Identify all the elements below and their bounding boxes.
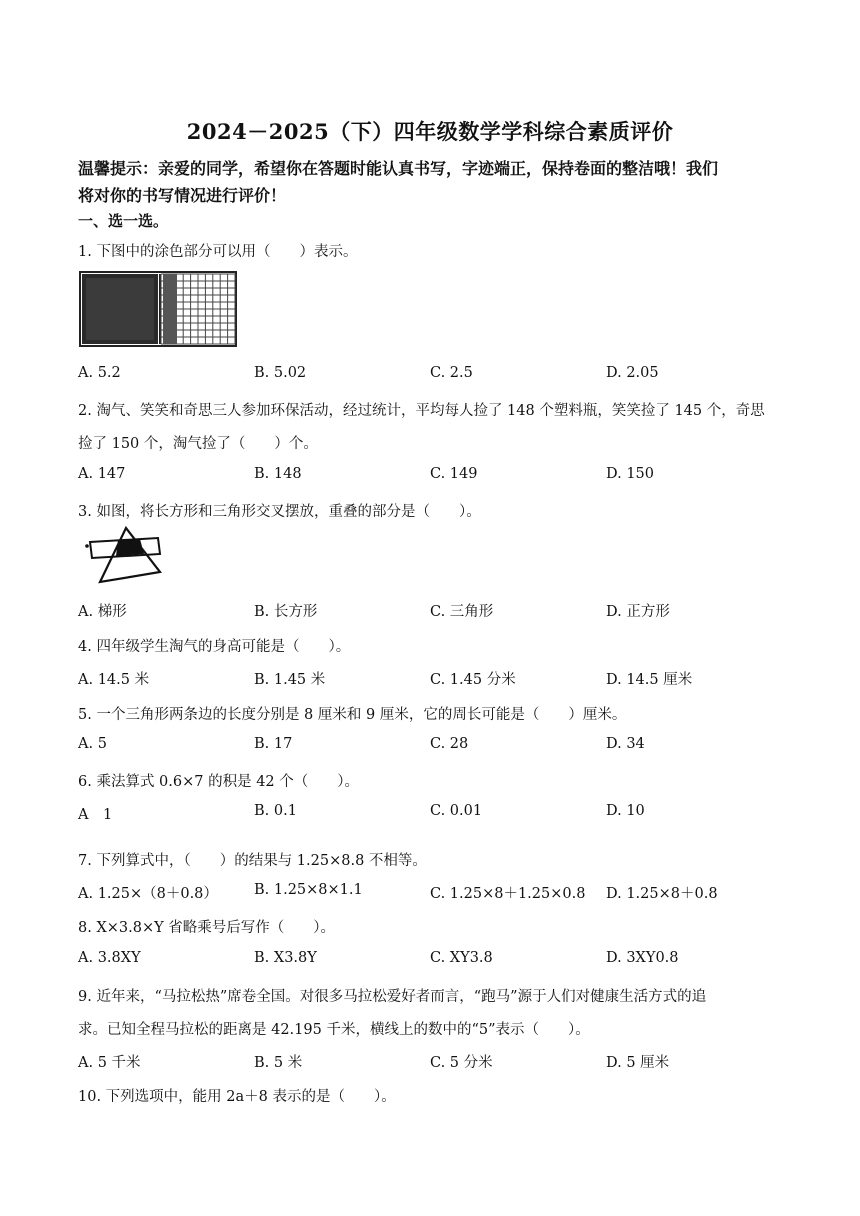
q7-option-a[interactable]: A. 1.25×（8＋0.8） (78, 886, 218, 902)
question-7-stem: 7. 下列算式中，（ ）的结果与 1.25×8.8 不相等。 (78, 853, 427, 869)
q5-option-c[interactable]: C. 28 (430, 736, 469, 752)
q4-option-d[interactable]: D. 14.5 厘米 (606, 672, 693, 688)
q4-option-a[interactable]: A. 14.5 米 (78, 672, 150, 688)
question-6-stem: 6. 乘法算式 0.6×7 的积是 42 个（ ）。 (78, 774, 360, 790)
q5-option-b[interactable]: B. 17 (254, 736, 293, 752)
q8-option-c[interactable]: C. XY3.8 (430, 950, 493, 966)
question-1-stem: 1. 下图中的涂色部分可以用（ ）表示。 (78, 244, 358, 260)
q9-option-b[interactable]: B. 5 米 (254, 1055, 303, 1071)
question-2-stem-line-2: 捡了 150 个，淘气捡了（ ）个。 (78, 436, 318, 452)
q5-option-a[interactable]: A. 5 (78, 736, 107, 752)
q3-option-b[interactable]: B. 长方形 (254, 604, 318, 620)
q9-option-c[interactable]: C. 5 分米 (430, 1055, 493, 1071)
section-heading: 一、选一选。 (78, 212, 169, 230)
q8-option-d[interactable]: D. 3XY0.8 (606, 950, 679, 966)
page-title: 2024－2025（下）四年级数学学科综合素质评价 (186, 119, 674, 144)
q2-option-a[interactable]: A. 147 (78, 466, 126, 482)
q1-option-c[interactable]: C. 2.5 (430, 365, 473, 381)
question-8-stem: 8. X×3.8×Y 省略乘号后写作（ ）。 (78, 920, 336, 936)
question-10-stem: 10. 下列选项中，能用 2a＋8 表示的是（ ）。 (78, 1089, 396, 1105)
q3-option-c[interactable]: C. 三角形 (430, 604, 494, 620)
question-4-stem: 4. 四年级学生淘气的身高可能是（ ）。 (78, 639, 351, 655)
q1-option-d[interactable]: D. 2.05 (606, 365, 659, 381)
q8-option-b[interactable]: B. X3.8Y (254, 950, 317, 966)
question-3-stem: 3. 如图，将长方形和三角形交叉摆放，重叠的部分是（ ）。 (78, 504, 481, 520)
rectangle-triangle-overlap-figure (82, 526, 164, 586)
q7-option-d[interactable]: D. 1.25×8＋0.8 (606, 886, 718, 902)
q9-option-a[interactable]: A. 5 千米 (78, 1055, 141, 1071)
q5-option-d[interactable]: D. 34 (606, 736, 645, 752)
q9-option-d[interactable]: D. 5 厘米 (606, 1055, 670, 1071)
q2-option-b[interactable]: B. 148 (254, 466, 302, 482)
q3-option-a[interactable]: A. 梯形 (78, 604, 127, 620)
question-9-stem-line-1: 9. 近年来，“马拉松热”席卷全国。对很多马拉松爱好者而言，“跑马”源于人们对健康生活方式的追 (78, 989, 707, 1005)
q6-option-b[interactable]: B. 0.1 (254, 803, 297, 819)
q1-option-a[interactable]: A. 5.2 (78, 365, 121, 381)
q2-option-c[interactable]: C. 149 (430, 466, 478, 482)
question-2-stem-line-1: 2. 淘气、笑笑和奇思三人参加环保活动，经过统计，平均每人捡了 148 个塑料瓶，笑笑捡了 145 个，奇思 (78, 403, 765, 419)
q8-option-a[interactable]: A. 3.8XY (78, 950, 141, 966)
q4-option-b[interactable]: B. 1.45 米 (254, 672, 326, 688)
q2-option-d[interactable]: D. 150 (606, 466, 655, 482)
q6-option-a[interactable]: A 1 (78, 807, 113, 823)
q7-option-b[interactable]: B. 1.25×8×1.1 (254, 882, 363, 898)
q1-option-b[interactable]: B. 5.02 (254, 365, 307, 381)
notice-line-1: 温馨提示：亲爱的同学，希望你在答题时能认真书写，字迹端正，保持卷面的整洁哦！我们 (78, 159, 719, 178)
q3-option-d[interactable]: D. 正方形 (606, 604, 670, 620)
q6-option-c[interactable]: C. 0.01 (430, 803, 483, 819)
notice-line-2: 将对你的书写情况进行评价！ (78, 186, 287, 205)
question-5-stem: 5. 一个三角形两条边的长度分别是 8 厘米和 9 厘米，它的周长可能是（ ）厘米。 (78, 707, 627, 723)
q6-option-d[interactable]: D. 10 (606, 803, 645, 819)
q4-option-c[interactable]: C. 1.45 分米 (430, 672, 516, 688)
grid-shading-figure (79, 271, 237, 347)
q7-option-c[interactable]: C. 1.25×8＋1.25×0.8 (430, 886, 586, 902)
question-9-stem-line-2: 求。已知全程马拉松的距离是 42.195 千米，横线上的数中的“5”表示（ ）。 (78, 1022, 590, 1038)
